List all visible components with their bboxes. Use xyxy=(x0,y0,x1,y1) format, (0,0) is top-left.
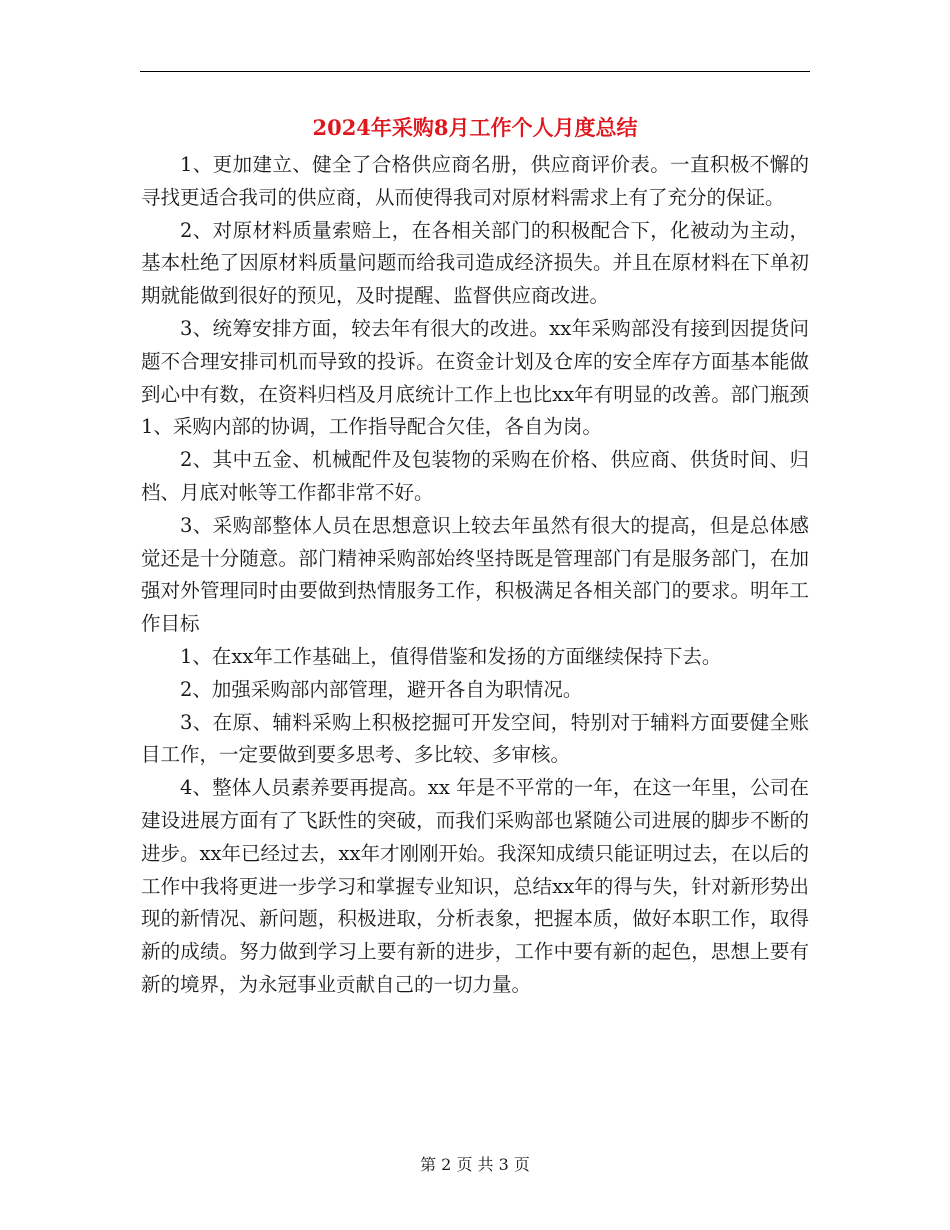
paragraph-4: 2、其中五金、机械配件及包装物的采购在价格、供应商、供货时间、归档、月底对帐等工作都非常不好。 xyxy=(141,448,809,504)
document-body xyxy=(141,149,809,1002)
paragraph-9: 4、整体人员素养要再提高。xx 年是不平常的一年，在这一年里，公司在建设进展方面有了飞跃性的突破，而我们采购部也紧随公司进展的脚步不断的进步。xx年已经过去，xx年才刚刚开始。我深知成绩只能证明过去，在以后的工作中我将更进一步学习和掌握专业知识，总结xx年的得与失，针对新形势出现的新情况、新问题，积极进取，分析表象，把握本质，做好本职工作，取得新的成绩。努力做到学习上要有新的进步，工作中要有新的起色，思想上要有新的境界，为永冠事业贡献自己的一切力量。 xyxy=(141,776,809,996)
paragraph-6: 1、在xx年工作基础上，值得借鉴和发扬的方面继续保持下去。 xyxy=(180,644,722,668)
paragraph-5: 3、采购部整体人员在思想意识上较去年虽然有很大的提高，但是总体感觉还是十分随意。部门精神采购部始终坚持既是管理部门有是服务部门，在加强对外管理同时由要做到热情服务工作，积极满足各相关部门的要求。明年工作目标 xyxy=(141,513,809,636)
paragraph-7: 2、加强采购部内部管理，避开各自为职情况。 xyxy=(180,677,583,701)
paragraph-2: 2、对原材料质量索赔上，在各相关部门的积极配合下，化被动为主动，基本杜绝了因原材料质量问题而给我司造成经济损失。并且在原材料在下单初期就能做到很好的预见，及时提醒、监督供应商改进。 xyxy=(141,218,809,308)
page-number: 第 2 页 共 3 页 xyxy=(420,1155,530,1174)
paragraph-3: 3、统筹安排方面，较去年有很大的改进。xx年采购部没有接到因提货问题不合理安排司机而导致的投诉。在资金计划及仓库的安全库存方面基本能做到心中有数，在资料归档及月底统计工作上也比xx年有明显的改善。部门瓶颈1、采购内部的协调，工作指导配合欠佳，各自为岗。 xyxy=(141,316,809,439)
paragraph-8: 3、在原、辅料采购上积极挖掘可开发空间，特别对于辅料方面要健全账目工作，一定要做到要多思考、多比较、多审核。 xyxy=(141,710,809,767)
paragraph-1: 1、更加建立、健全了合格供应商名册，供应商评价表。一直积极不懈的寻找更适合我司的供应商，从而使得我司对原材料需求上有了充分的保证。 xyxy=(141,153,809,209)
document-title: 2024年采购8月工作个人月度总结 xyxy=(312,115,638,140)
header-rule xyxy=(140,71,810,72)
